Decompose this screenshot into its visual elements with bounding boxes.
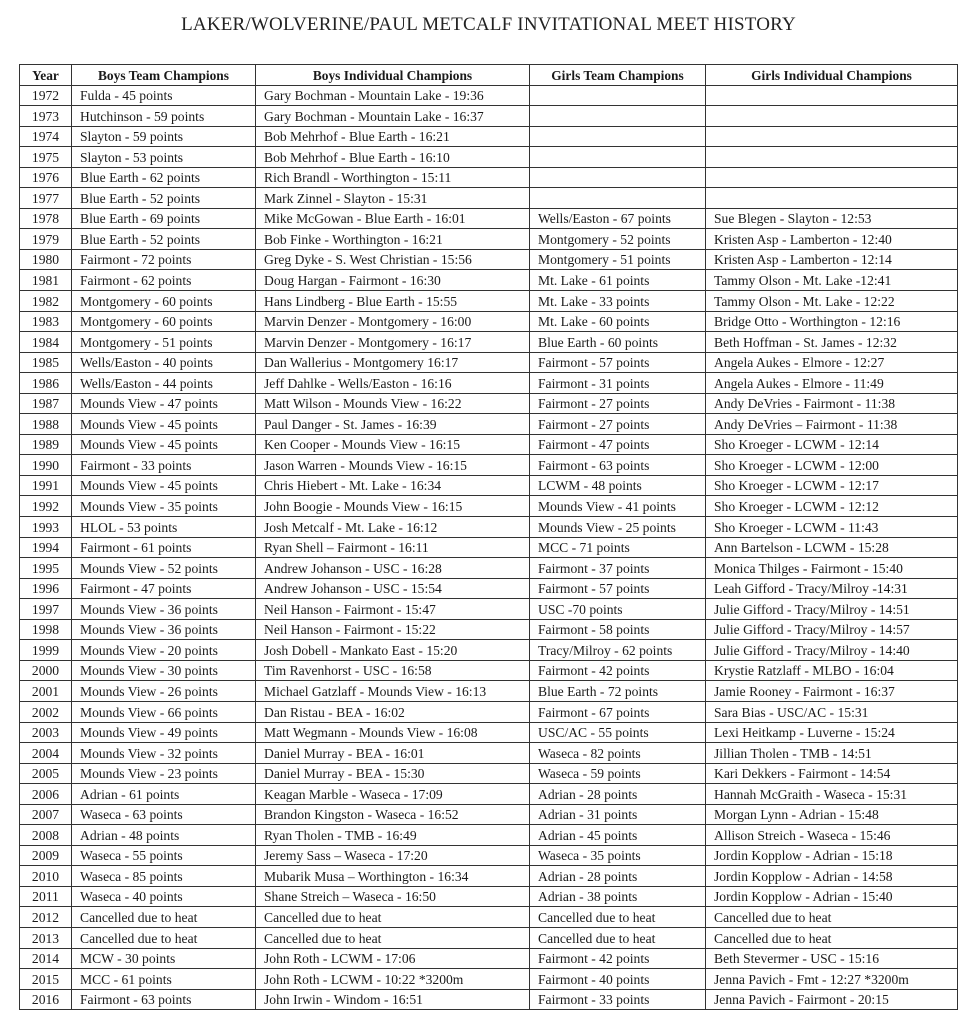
boys-team-cell: Blue Earth - 52 points	[72, 188, 256, 209]
boys-individual-cell: Bob Finke - Worthington - 16:21	[256, 229, 530, 250]
table-row	[20, 804, 958, 825]
girls-team-cell: Fairmont - 57 points	[530, 352, 706, 373]
girls-team-cell: Fairmont - 42 points	[530, 948, 706, 969]
boys-team-cell: Montgomery - 60 points	[72, 311, 256, 332]
girls-team-cell: Tracy/Milroy - 62 points	[530, 640, 706, 661]
girls-team-cell: Fairmont - 47 points	[530, 434, 706, 455]
boys-individual-cell: Ryan Tholen - TMB - 16:49	[256, 825, 530, 846]
boys-team-cell: Blue Earth - 62 points	[72, 167, 256, 188]
boys-individual-cell: Matt Wegmann - Mounds View - 16:08	[256, 722, 530, 743]
girls-team-cell: Blue Earth - 72 points	[530, 681, 706, 702]
table-row	[20, 969, 958, 990]
header-girls-team: Girls Team Champions	[530, 65, 706, 86]
boys-individual-cell: Marvin Denzer - Montgomery - 16:17	[256, 332, 530, 353]
boys-team-cell: Mounds View - 52 points	[72, 558, 256, 579]
table-row	[20, 989, 958, 1010]
boys-individual-cell: Greg Dyke - S. West Christian - 15:56	[256, 249, 530, 270]
boys-team-cell: Hutchinson - 59 points	[72, 106, 256, 127]
girls-individual-cell	[706, 147, 958, 168]
year-cell: 1979	[20, 229, 72, 250]
girls-individual-cell: Allison Streich - Waseca - 15:46	[706, 825, 958, 846]
year-cell: 2014	[20, 948, 72, 969]
boys-team-cell: Blue Earth - 52 points	[72, 229, 256, 250]
boys-individual-cell: Dan Ristau - BEA - 16:02	[256, 701, 530, 722]
girls-individual-cell: Tammy Olson - Mt. Lake -12:41	[706, 270, 958, 291]
girls-individual-cell: Jillian Tholen - TMB - 14:51	[706, 743, 958, 764]
boys-team-cell: Mounds View - 20 points	[72, 640, 256, 661]
table-row	[20, 660, 958, 681]
boys-team-cell: Mounds View - 45 points	[72, 434, 256, 455]
girls-individual-cell: Jenna Pavich - Fmt - 12:27 *3200m	[706, 969, 958, 990]
year-cell: 1974	[20, 126, 72, 147]
girls-individual-cell: Morgan Lynn - Adrian - 15:48	[706, 804, 958, 825]
girls-team-cell: Cancelled due to heat	[530, 927, 706, 948]
boys-team-cell: Mounds View - 36 points	[72, 619, 256, 640]
table-body	[20, 85, 958, 1010]
boys-individual-cell: Mike McGowan - Blue Earth - 16:01	[256, 208, 530, 229]
boys-individual-cell: Doug Hargan - Fairmont - 16:30	[256, 270, 530, 291]
girls-individual-cell: Sho Kroeger - LCWM - 12:14	[706, 434, 958, 455]
year-cell: 2011	[20, 886, 72, 907]
girls-individual-cell	[706, 126, 958, 147]
girls-team-cell: Fairmont - 42 points	[530, 660, 706, 681]
girls-individual-cell: Kristen Asp - Lamberton - 12:14	[706, 249, 958, 270]
table-row	[20, 229, 958, 250]
boys-team-cell: Montgomery - 60 points	[72, 291, 256, 312]
table-row	[20, 126, 958, 147]
boys-individual-cell: John Boogie - Mounds View - 16:15	[256, 496, 530, 517]
boys-individual-cell: Gary Bochman - Mountain Lake - 16:37	[256, 106, 530, 127]
year-cell: 1991	[20, 475, 72, 496]
table-row	[20, 701, 958, 722]
girls-team-cell: MCC - 71 points	[530, 537, 706, 558]
girls-individual-cell: Leah Gifford - Tracy/Milroy -14:31	[706, 578, 958, 599]
year-cell: 1996	[20, 578, 72, 599]
girls-individual-cell: Jordin Kopplow - Adrian - 15:18	[706, 845, 958, 866]
boys-team-cell: Fairmont - 72 points	[72, 249, 256, 270]
boys-individual-cell: Marvin Denzer - Montgomery - 16:00	[256, 311, 530, 332]
table-row	[20, 948, 958, 969]
boys-individual-cell: Shane Streich – Waseca - 16:50	[256, 886, 530, 907]
boys-individual-cell: Bob Mehrhof - Blue Earth - 16:21	[256, 126, 530, 147]
table-row	[20, 475, 958, 496]
year-cell: 1988	[20, 414, 72, 435]
girls-individual-cell: Kari Dekkers - Fairmont - 14:54	[706, 763, 958, 784]
girls-team-cell: Mt. Lake - 60 points	[530, 311, 706, 332]
girls-team-cell: Fairmont - 57 points	[530, 578, 706, 599]
girls-team-cell: Fairmont - 33 points	[530, 989, 706, 1010]
boys-team-cell: Fairmont - 62 points	[72, 270, 256, 291]
year-cell: 1992	[20, 496, 72, 517]
table-row	[20, 332, 958, 353]
boys-individual-cell: John Roth - LCWM - 10:22 *3200m	[256, 969, 530, 990]
boys-individual-cell: Dan Wallerius - Montgomery 16:17	[256, 352, 530, 373]
table-row	[20, 393, 958, 414]
year-cell: 2000	[20, 660, 72, 681]
boys-team-cell: Mounds View - 45 points	[72, 414, 256, 435]
table-row	[20, 414, 958, 435]
boys-individual-cell: Hans Lindberg - Blue Earth - 15:55	[256, 291, 530, 312]
boys-team-cell: Fairmont - 33 points	[72, 455, 256, 476]
girls-individual-cell: Julie Gifford - Tracy/Milroy - 14:40	[706, 640, 958, 661]
girls-individual-cell: Angela Aukes - Elmore - 11:49	[706, 373, 958, 394]
boys-team-cell: Fairmont - 63 points	[72, 989, 256, 1010]
girls-individual-cell: Andy DeVries – Fairmont - 11:38	[706, 414, 958, 435]
girls-team-cell	[530, 85, 706, 106]
year-cell: 1989	[20, 434, 72, 455]
table-row	[20, 825, 958, 846]
girls-individual-cell: Cancelled due to heat	[706, 927, 958, 948]
table-row	[20, 106, 958, 127]
table-row	[20, 270, 958, 291]
girls-team-cell	[530, 188, 706, 209]
girls-individual-cell: Jenna Pavich - Fairmont - 20:15	[706, 989, 958, 1010]
boys-individual-cell: Ryan Shell – Fairmont - 16:11	[256, 537, 530, 558]
girls-team-cell: Fairmont - 63 points	[530, 455, 706, 476]
girls-individual-cell: Monica Thilges - Fairmont - 15:40	[706, 558, 958, 579]
girls-team-cell: Mt. Lake - 61 points	[530, 270, 706, 291]
boys-team-cell: Mounds View - 23 points	[72, 763, 256, 784]
girls-team-cell: Mounds View - 25 points	[530, 517, 706, 538]
year-cell: 1984	[20, 332, 72, 353]
table-row	[20, 537, 958, 558]
boys-individual-cell: Daniel Murray - BEA - 15:30	[256, 763, 530, 784]
boys-team-cell: Cancelled due to heat	[72, 927, 256, 948]
boys-team-cell: Waseca - 63 points	[72, 804, 256, 825]
year-cell: 2002	[20, 701, 72, 722]
table-row	[20, 208, 958, 229]
girls-individual-cell: Beth Stevermer - USC - 15:16	[706, 948, 958, 969]
table-row	[20, 578, 958, 599]
table-row	[20, 743, 958, 764]
boys-individual-cell: Bob Mehrhof - Blue Earth - 16:10	[256, 147, 530, 168]
boys-team-cell: Waseca - 55 points	[72, 845, 256, 866]
girls-team-cell: LCWM - 48 points	[530, 475, 706, 496]
boys-team-cell: Mounds View - 47 points	[72, 393, 256, 414]
boys-individual-cell: Neil Hanson - Fairmont - 15:22	[256, 619, 530, 640]
year-cell: 1973	[20, 106, 72, 127]
table-row	[20, 640, 958, 661]
boys-individual-cell: Daniel Murray - BEA - 16:01	[256, 743, 530, 764]
boys-team-cell: MCC - 61 points	[72, 969, 256, 990]
table-row	[20, 496, 958, 517]
girls-team-cell: Adrian - 28 points	[530, 866, 706, 887]
boys-individual-cell: Josh Metcalf - Mt. Lake - 16:12	[256, 517, 530, 538]
girls-individual-cell: Sho Kroeger - LCWM - 12:17	[706, 475, 958, 496]
table-row	[20, 85, 958, 106]
year-cell: 2016	[20, 989, 72, 1010]
girls-team-cell: Blue Earth - 60 points	[530, 332, 706, 353]
year-cell: 2015	[20, 969, 72, 990]
year-cell: 2005	[20, 763, 72, 784]
girls-team-cell: Mt. Lake - 33 points	[530, 291, 706, 312]
year-cell: 1997	[20, 599, 72, 620]
table-row	[20, 455, 958, 476]
year-cell: 2010	[20, 866, 72, 887]
girls-team-cell: Fairmont - 27 points	[530, 414, 706, 435]
boys-team-cell: Wells/Easton - 40 points	[72, 352, 256, 373]
year-cell: 1976	[20, 167, 72, 188]
girls-individual-cell: Cancelled due to heat	[706, 907, 958, 928]
year-cell: 2012	[20, 907, 72, 928]
boys-individual-cell: Jeremy Sass – Waseca - 17:20	[256, 845, 530, 866]
boys-team-cell: Adrian - 61 points	[72, 784, 256, 805]
boys-team-cell: MCW - 30 points	[72, 948, 256, 969]
boys-individual-cell: Andrew Johanson - USC - 16:28	[256, 558, 530, 579]
document-title: LAKER/WOLVERINE/PAUL METCALF INVITATIONAL MEET HISTORY	[181, 14, 796, 35]
girls-team-cell: Cancelled due to heat	[530, 907, 706, 928]
girls-team-cell: USC -70 points	[530, 599, 706, 620]
girls-team-cell: Adrian - 28 points	[530, 784, 706, 805]
boys-individual-cell: Mark Zinnel - Slayton - 15:31	[256, 188, 530, 209]
table-row	[20, 147, 958, 168]
boys-individual-cell: Jason Warren - Mounds View - 16:15	[256, 455, 530, 476]
girls-team-cell: Mounds View - 41 points	[530, 496, 706, 517]
girls-team-cell: Montgomery - 51 points	[530, 249, 706, 270]
table-row	[20, 517, 958, 538]
girls-individual-cell: Julie Gifford - Tracy/Milroy - 14:51	[706, 599, 958, 620]
girls-team-cell: Fairmont - 58 points	[530, 619, 706, 640]
girls-team-cell	[530, 126, 706, 147]
table-row	[20, 434, 958, 455]
header-year: Year	[20, 65, 72, 86]
girls-individual-cell: Julie Gifford - Tracy/Milroy - 14:57	[706, 619, 958, 640]
boys-team-cell: Mounds View - 36 points	[72, 599, 256, 620]
table-row	[20, 845, 958, 866]
year-cell: 2013	[20, 927, 72, 948]
boys-team-cell: Montgomery - 51 points	[72, 332, 256, 353]
year-cell: 2007	[20, 804, 72, 825]
boys-team-cell: Mounds View - 26 points	[72, 681, 256, 702]
table-row	[20, 599, 958, 620]
year-cell: 1982	[20, 291, 72, 312]
table-row	[20, 311, 958, 332]
boys-individual-cell: Ken Cooper - Mounds View - 16:15	[256, 434, 530, 455]
boys-team-cell: Mounds View - 35 points	[72, 496, 256, 517]
table-row	[20, 927, 958, 948]
table-row	[20, 763, 958, 784]
boys-individual-cell: Brandon Kingston - Waseca - 16:52	[256, 804, 530, 825]
header-boys-team: Boys Team Champions	[72, 65, 256, 86]
table-row	[20, 722, 958, 743]
boys-team-cell: Fairmont - 61 points	[72, 537, 256, 558]
boys-individual-cell: Neil Hanson - Fairmont - 15:47	[256, 599, 530, 620]
year-cell: 1998	[20, 619, 72, 640]
boys-individual-cell: Rich Brandl - Worthington - 15:11	[256, 167, 530, 188]
boys-team-cell: Wells/Easton - 44 points	[72, 373, 256, 394]
table-row	[20, 619, 958, 640]
boys-team-cell: Waseca - 40 points	[72, 886, 256, 907]
table-row	[20, 352, 958, 373]
boys-individual-cell: John Irwin - Windom - 16:51	[256, 989, 530, 1010]
year-cell: 1975	[20, 147, 72, 168]
year-cell: 1986	[20, 373, 72, 394]
boys-team-cell: Blue Earth - 69 points	[72, 208, 256, 229]
girls-team-cell: Fairmont - 27 points	[530, 393, 706, 414]
girls-team-cell	[530, 147, 706, 168]
girls-individual-cell: Jordin Kopplow - Adrian - 15:40	[706, 886, 958, 907]
girls-individual-cell: Tammy Olson - Mt. Lake - 12:22	[706, 291, 958, 312]
girls-team-cell: Fairmont - 40 points	[530, 969, 706, 990]
meet-history-table	[19, 64, 958, 1010]
boys-individual-cell: Chris Hiebert - Mt. Lake - 16:34	[256, 475, 530, 496]
header-row	[20, 65, 958, 86]
boys-team-cell: Slayton - 53 points	[72, 147, 256, 168]
table-row	[20, 907, 958, 928]
boys-individual-cell: Paul Danger - St. James - 16:39	[256, 414, 530, 435]
table-row	[20, 167, 958, 188]
girls-individual-cell: Beth Hoffman - St. James - 12:32	[706, 332, 958, 353]
year-cell: 1999	[20, 640, 72, 661]
year-cell: 2008	[20, 825, 72, 846]
table-row	[20, 373, 958, 394]
girls-team-cell: Montgomery - 52 points	[530, 229, 706, 250]
boys-individual-cell: Jeff Dahlke - Wells/Easton - 16:16	[256, 373, 530, 394]
year-cell: 1990	[20, 455, 72, 476]
girls-individual-cell: Andy DeVries - Fairmont - 11:38	[706, 393, 958, 414]
girls-team-cell: Fairmont - 37 points	[530, 558, 706, 579]
year-cell: 1977	[20, 188, 72, 209]
year-cell: 1981	[20, 270, 72, 291]
year-cell: 1985	[20, 352, 72, 373]
year-cell: 2001	[20, 681, 72, 702]
table-row	[20, 558, 958, 579]
girls-team-cell: Adrian - 45 points	[530, 825, 706, 846]
girls-individual-cell: Ann Bartelson - LCWM - 15:28	[706, 537, 958, 558]
boys-team-cell: Slayton - 59 points	[72, 126, 256, 147]
year-cell: 1980	[20, 249, 72, 270]
table-row	[20, 681, 958, 702]
girls-individual-cell: Sara Bias - USC/AC - 15:31	[706, 701, 958, 722]
boys-individual-cell: Cancelled due to heat	[256, 907, 530, 928]
girls-team-cell: Fairmont - 31 points	[530, 373, 706, 394]
boys-team-cell: Fulda - 45 points	[72, 85, 256, 106]
year-cell: 1978	[20, 208, 72, 229]
table-row	[20, 886, 958, 907]
girls-individual-cell: Hannah McGraith - Waseca - 15:31	[706, 784, 958, 805]
girls-individual-cell	[706, 188, 958, 209]
girls-individual-cell: Sho Kroeger - LCWM - 12:00	[706, 455, 958, 476]
girls-team-cell: Waseca - 35 points	[530, 845, 706, 866]
header-boys-individual: Boys Individual Champions	[256, 65, 530, 86]
year-cell: 2003	[20, 722, 72, 743]
boys-team-cell: Adrian - 48 points	[72, 825, 256, 846]
girls-team-cell: Waseca - 59 points	[530, 763, 706, 784]
girls-individual-cell: Bridge Otto - Worthington - 12:16	[706, 311, 958, 332]
year-cell: 1995	[20, 558, 72, 579]
boys-individual-cell: Mubarik Musa – Worthington - 16:34	[256, 866, 530, 887]
girls-team-cell: Fairmont - 67 points	[530, 701, 706, 722]
year-cell: 1987	[20, 393, 72, 414]
year-cell: 2006	[20, 784, 72, 805]
boys-individual-cell: Tim Ravenhorst - USC - 16:58	[256, 660, 530, 681]
year-cell: 1994	[20, 537, 72, 558]
girls-team-cell: Adrian - 31 points	[530, 804, 706, 825]
boys-team-cell: Mounds View - 66 points	[72, 701, 256, 722]
girls-team-cell: Wells/Easton - 67 points	[530, 208, 706, 229]
table-row	[20, 249, 958, 270]
boys-individual-cell: John Roth - LCWM - 17:06	[256, 948, 530, 969]
girls-team-cell: Adrian - 38 points	[530, 886, 706, 907]
girls-individual-cell: Sue Blegen - Slayton - 12:53	[706, 208, 958, 229]
girls-individual-cell	[706, 106, 958, 127]
boys-individual-cell: Josh Dobell - Mankato East - 15:20	[256, 640, 530, 661]
boys-individual-cell: Michael Gatzlaff - Mounds View - 16:13	[256, 681, 530, 702]
girls-team-cell	[530, 106, 706, 127]
girls-individual-cell	[706, 167, 958, 188]
boys-individual-cell: Andrew Johanson - USC - 15:54	[256, 578, 530, 599]
year-cell: 1972	[20, 85, 72, 106]
boys-individual-cell: Gary Bochman - Mountain Lake - 19:36	[256, 85, 530, 106]
girls-individual-cell: Krystie Ratzlaff - MLBO - 16:04	[706, 660, 958, 681]
boys-team-cell: Waseca - 85 points	[72, 866, 256, 887]
girls-individual-cell: Sho Kroeger - LCWM - 11:43	[706, 517, 958, 538]
girls-individual-cell: Lexi Heitkamp - Luverne - 15:24	[706, 722, 958, 743]
year-cell: 1983	[20, 311, 72, 332]
boys-individual-cell: Matt Wilson - Mounds View - 16:22	[256, 393, 530, 414]
girls-team-cell: Waseca - 82 points	[530, 743, 706, 764]
boys-team-cell: Mounds View - 30 points	[72, 660, 256, 681]
year-cell: 1993	[20, 517, 72, 538]
boys-team-cell: Cancelled due to heat	[72, 907, 256, 928]
table-row	[20, 866, 958, 887]
boys-individual-cell: Cancelled due to heat	[256, 927, 530, 948]
boys-team-cell: HLOL - 53 points	[72, 517, 256, 538]
girls-individual-cell: Kristen Asp - Lamberton - 12:40	[706, 229, 958, 250]
year-cell: 2009	[20, 845, 72, 866]
girls-team-cell: USC/AC - 55 points	[530, 722, 706, 743]
year-cell: 2004	[20, 743, 72, 764]
boys-individual-cell: Keagan Marble - Waseca - 17:09	[256, 784, 530, 805]
girls-individual-cell: Sho Kroeger - LCWM - 12:12	[706, 496, 958, 517]
girls-individual-cell	[706, 85, 958, 106]
girls-individual-cell: Jordin Kopplow - Adrian - 14:58	[706, 866, 958, 887]
girls-individual-cell: Angela Aukes - Elmore - 12:27	[706, 352, 958, 373]
girls-team-cell	[530, 167, 706, 188]
boys-team-cell: Mounds View - 45 points	[72, 475, 256, 496]
boys-team-cell: Fairmont - 47 points	[72, 578, 256, 599]
girls-individual-cell: Jamie Rooney - Fairmont - 16:37	[706, 681, 958, 702]
boys-team-cell: Mounds View - 32 points	[72, 743, 256, 764]
table-row	[20, 784, 958, 805]
boys-team-cell: Mounds View - 49 points	[72, 722, 256, 743]
header-girls-individual: Girls Individual Champions	[706, 65, 958, 86]
table-row	[20, 188, 958, 209]
table-row	[20, 291, 958, 312]
